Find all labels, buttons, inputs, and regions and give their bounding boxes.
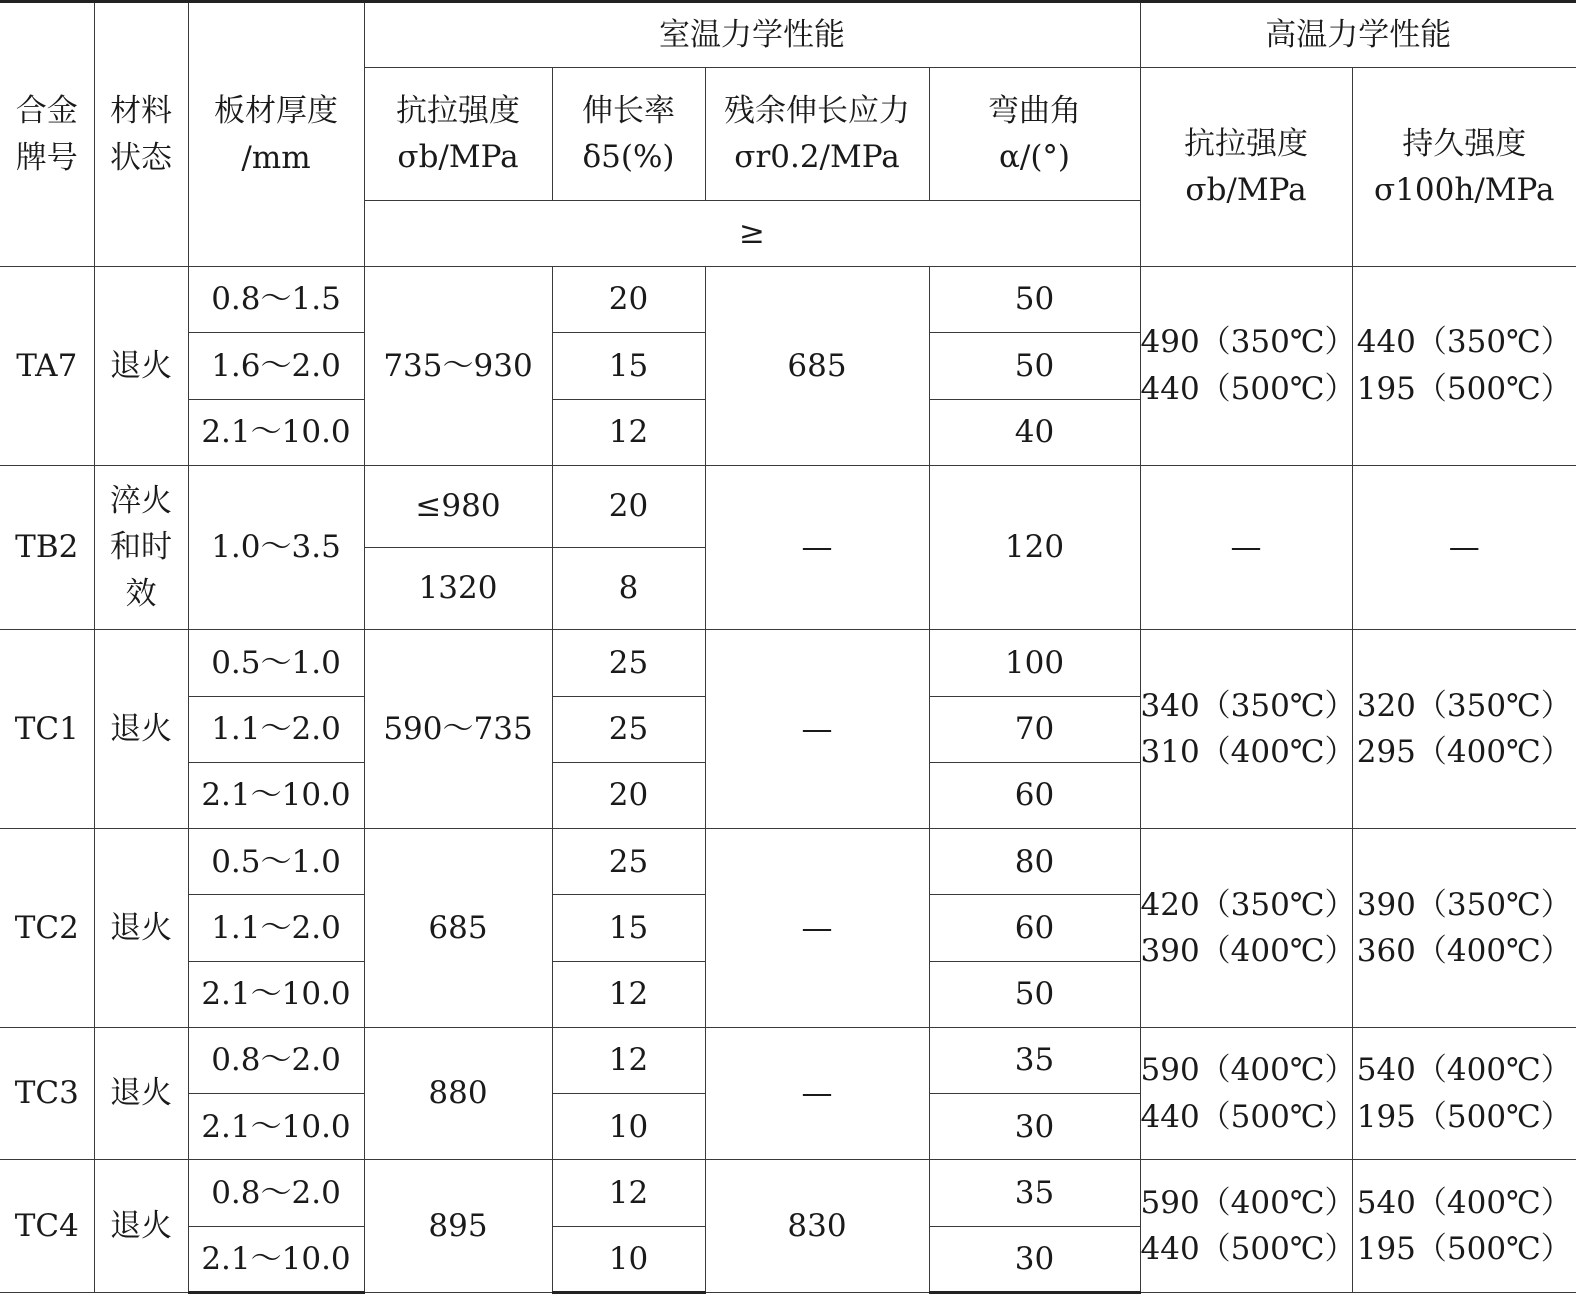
cell-ht-endurance	[1352, 829, 1576, 1028]
header-rt-elongation	[552, 68, 705, 201]
cell-bend: 50	[929, 333, 1140, 399]
ht-tensile-line1: 340（350℃）	[1140, 687, 1356, 724]
cell-ht-endurance	[1352, 1027, 1576, 1160]
cell-alloy: TA7	[0, 267, 94, 466]
header-state-line1: 材料	[110, 93, 172, 129]
cell-bend: 80	[929, 829, 1140, 895]
cell-elongation: 12	[552, 399, 705, 465]
header-rt-residual-line2: σr0.2/MPa	[734, 139, 900, 175]
cell-elongation: 12	[552, 1160, 705, 1226]
header-ht-tensile-line2: σb/MPa	[1185, 172, 1307, 209]
cell-bend: 35	[929, 1027, 1140, 1093]
cell-residual: —	[705, 630, 929, 829]
header-rt-elongation-line1: 伸长率	[582, 92, 675, 129]
state-line3: 效	[125, 575, 157, 612]
cell-bend: 70	[929, 696, 1140, 762]
cell-ht-tensile: —	[1140, 465, 1352, 630]
cell-elongation: 15	[552, 895, 705, 961]
cell-elongation: 25	[552, 696, 705, 762]
cell-thickness: 1.0～3.5	[188, 465, 364, 630]
cell-state	[94, 465, 188, 630]
cell-state: 退火	[94, 267, 188, 466]
cell-ht-tensile	[1140, 267, 1356, 466]
header-rt-bend-line2: α/(°)	[998, 139, 1071, 175]
cell-thickness: 2.1～10.0	[188, 1094, 364, 1160]
cell-bend: 30	[929, 1094, 1140, 1160]
cell-ht-endurance	[1352, 267, 1576, 466]
cell-elongation: 20	[552, 762, 705, 828]
cell-elongation: 8	[552, 548, 705, 630]
cell-ht-endurance: —	[1352, 465, 1576, 630]
cell-bend: 35	[929, 1160, 1140, 1226]
header-ht-tensile	[1140, 68, 1352, 267]
ht-endurance-line1: 390（350℃）	[1356, 886, 1572, 923]
cell-residual: 830	[705, 1160, 929, 1293]
cell-elongation: 20	[552, 465, 705, 547]
header-rt-tensile-line1: 抗拉强度	[396, 92, 520, 129]
header-high-temp-group: 高温力学性能	[1140, 2, 1576, 68]
cell-ht-tensile	[1140, 1160, 1356, 1293]
header-state-line2: 状态	[110, 139, 172, 176]
header-ht-endurance-line1: 持久强度	[1402, 125, 1527, 162]
cell-bend: 60	[929, 895, 1140, 961]
cell-state: 退火	[94, 1160, 188, 1293]
ht-tensile-line1: 420（350℃）	[1140, 886, 1356, 923]
cell-elongation: 25	[552, 829, 705, 895]
ht-endurance-line2: 195（500℃）	[1356, 1231, 1572, 1268]
cell-thickness: 2.1～10.0	[188, 762, 364, 828]
cell-bend: 120	[929, 465, 1140, 630]
cell-alloy: TC4	[0, 1160, 94, 1293]
cell-tensile: 1320	[364, 548, 552, 630]
cell-ht-tensile	[1140, 630, 1356, 829]
cell-thickness: 0.5～1.0	[188, 630, 364, 696]
header-alloy-line1: 合金	[15, 93, 78, 129]
cell-tensile: 880	[364, 1027, 552, 1160]
cell-state: 退火	[94, 630, 188, 829]
header-rt-tensile	[364, 68, 552, 201]
ht-endurance-line1: 540（400℃）	[1356, 1184, 1572, 1221]
header-room-temp-group: 室温力学性能	[364, 2, 1140, 68]
ht-endurance-line1: 320（350℃）	[1356, 687, 1572, 724]
cell-thickness: 2.1～10.0	[188, 1226, 364, 1292]
cell-alloy: TB2	[0, 465, 94, 630]
cell-elongation: 12	[552, 961, 705, 1027]
cell-tensile: 590～735	[364, 630, 552, 829]
header-rt-bend	[929, 68, 1140, 201]
cell-ht-tensile	[1140, 1027, 1356, 1160]
cell-alloy: TC1	[0, 630, 94, 829]
cell-thickness: 0.8～1.5	[188, 267, 364, 333]
ht-tensile-line1: 590（400℃）	[1140, 1184, 1356, 1221]
cell-elongation: 25	[552, 630, 705, 696]
cell-elongation: 10	[552, 1226, 705, 1292]
ht-tensile-line2: 440（500℃）	[1140, 370, 1356, 407]
header-rt-tensile-line2: σb/MPa	[397, 139, 519, 175]
cell-ht-endurance	[1352, 630, 1576, 829]
header-ht-tensile-line1: 抗拉强度	[1184, 125, 1308, 162]
ht-endurance-line2: 195（500℃）	[1356, 1098, 1572, 1135]
cell-elongation: 12	[552, 1027, 705, 1093]
cell-thickness: 1.6～2.0	[188, 333, 364, 399]
cell-state: 退火	[94, 829, 188, 1028]
cell-residual: 685	[705, 267, 929, 466]
cell-bend: 40	[929, 399, 1140, 465]
cell-thickness: 0.8～2.0	[188, 1027, 364, 1093]
cell-thickness: 0.8～2.0	[188, 1160, 364, 1226]
ht-tensile-line1: 590（400℃）	[1140, 1052, 1356, 1089]
cell-alloy: TC2	[0, 829, 94, 1028]
state-line2: 和时	[110, 529, 172, 566]
cell-bend: 60	[929, 762, 1140, 828]
ht-endurance-line2: 295（400℃）	[1356, 734, 1572, 771]
header-thickness	[188, 2, 364, 267]
cell-tensile: 685	[364, 829, 552, 1028]
header-state	[94, 2, 188, 267]
header-ht-endurance-line2: σ100h/MPa	[1374, 172, 1555, 209]
cell-thickness: 1.1～2.0	[188, 895, 364, 961]
cell-ht-tensile	[1140, 829, 1356, 1028]
cell-bend: 50	[929, 267, 1140, 333]
cell-alloy: TC3	[0, 1027, 94, 1160]
cell-state: 退火	[94, 1027, 188, 1160]
header-alloy	[0, 2, 94, 267]
ht-tensile-line1: 490（350℃）	[1140, 324, 1356, 361]
ht-tensile-line2: 310（400℃）	[1140, 734, 1356, 771]
header-rt-residual	[705, 68, 929, 201]
ht-endurance-line2: 360（400℃）	[1356, 933, 1572, 969]
ht-tensile-line2: 440（500℃）	[1140, 1098, 1356, 1135]
cell-tensile: ≤980	[364, 465, 552, 547]
header-alloy-line2: 牌号	[15, 139, 78, 176]
cell-elongation: 15	[552, 333, 705, 399]
state-line1: 淬火	[110, 482, 172, 519]
ht-endurance-line1: 540（400℃）	[1356, 1052, 1572, 1089]
header-thickness-line1: 板材厚度	[214, 93, 338, 129]
ht-tensile-line2: 440（500℃）	[1140, 1231, 1356, 1268]
cell-bend: 50	[929, 961, 1140, 1027]
cell-tensile: 895	[364, 1160, 552, 1293]
cell-residual: —	[705, 829, 929, 1028]
cell-residual: —	[705, 465, 929, 630]
ht-tensile-line2: 390（400℃）	[1140, 933, 1356, 969]
header-min-note: ≥	[364, 200, 1140, 266]
cell-elongation: 20	[552, 267, 705, 333]
header-thickness-line2: /mm	[241, 139, 311, 176]
cell-thickness: 0.5～1.0	[188, 829, 364, 895]
header-ht-endurance	[1352, 68, 1576, 267]
header-rt-elongation-line2: δ5(%)	[582, 139, 675, 175]
cell-bend: 100	[929, 630, 1140, 696]
header-rt-bend-line1: 弯曲角	[988, 92, 1081, 129]
cell-tensile: 735～930	[364, 267, 552, 466]
cell-residual: —	[705, 1027, 929, 1160]
cell-thickness: 2.1～10.0	[188, 399, 364, 465]
header-rt-residual-line1: 残余伸长应力	[724, 92, 910, 129]
cell-ht-endurance	[1352, 1160, 1576, 1293]
cell-thickness: 1.1～2.0	[188, 696, 364, 762]
cell-bend: 30	[929, 1226, 1140, 1292]
cell-thickness: 2.1～10.0	[188, 961, 364, 1027]
ht-endurance-line1: 440（350℃）	[1356, 324, 1572, 361]
cell-elongation: 10	[552, 1094, 705, 1160]
ht-endurance-line2: 195（500℃）	[1356, 370, 1572, 407]
